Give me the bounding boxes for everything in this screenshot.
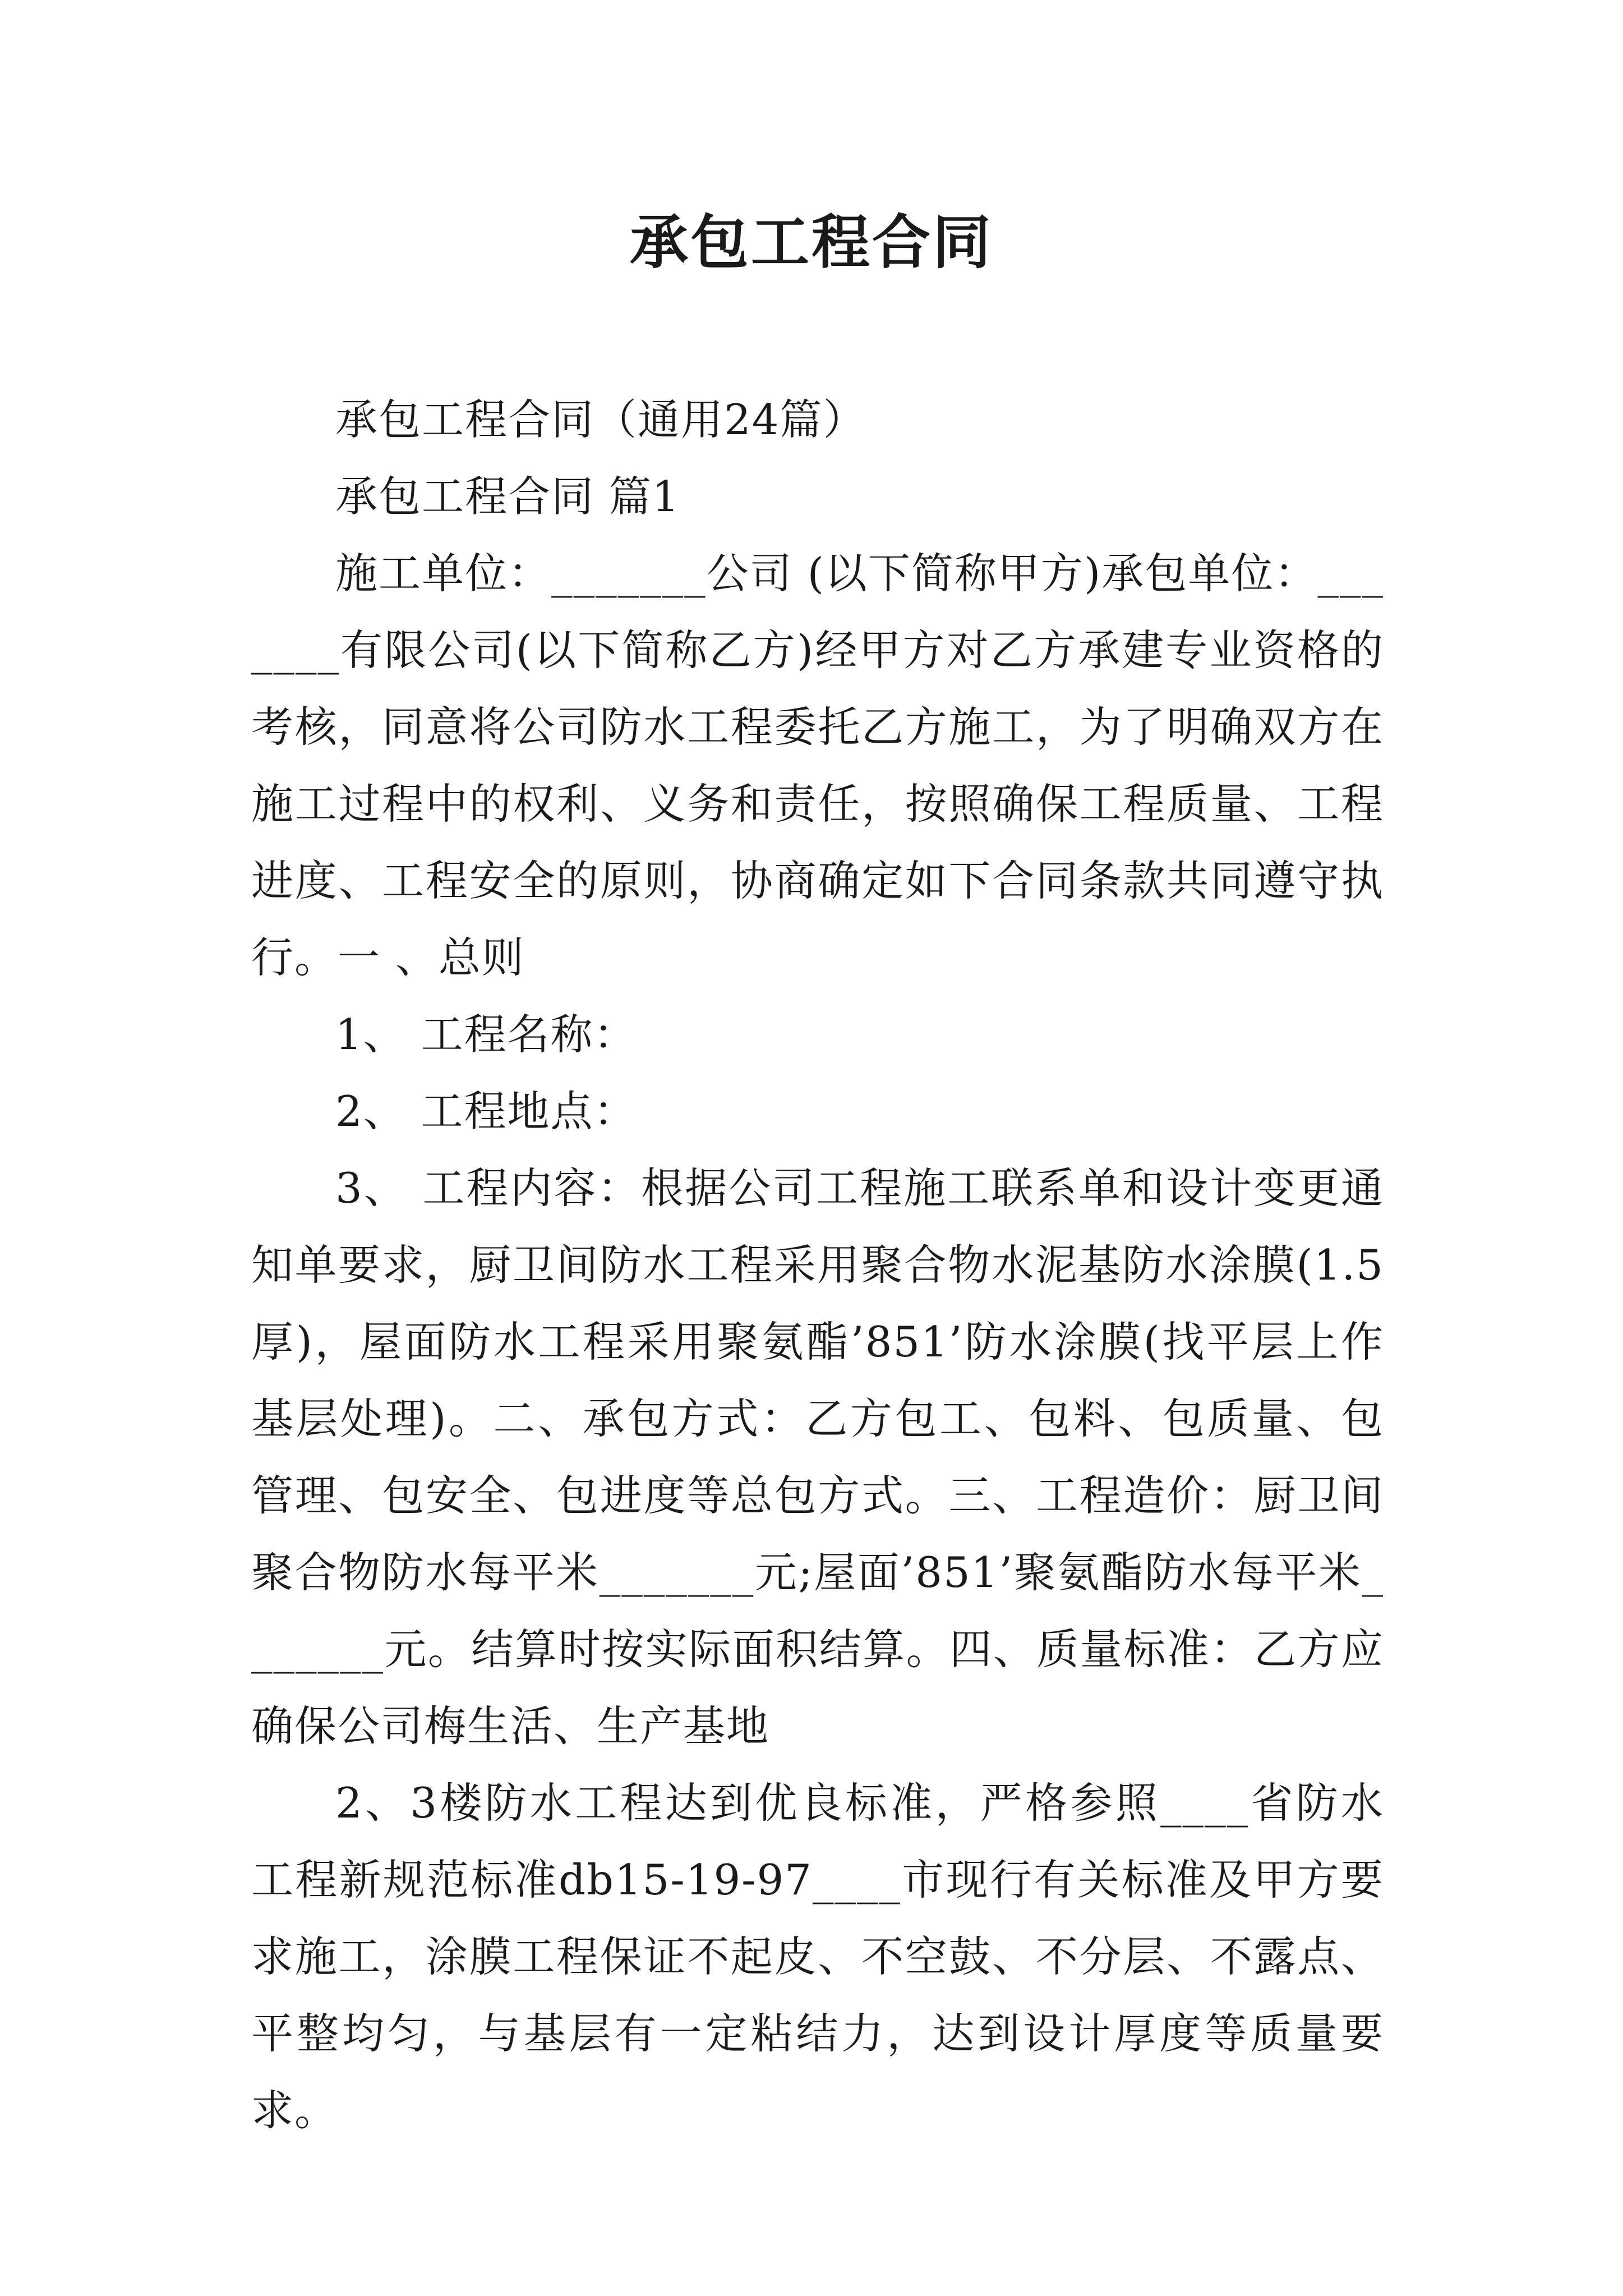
document-subtitle: 承包工程合同（通用24篇）: [335, 395, 866, 444]
body-paragraph: 施工单位：_______公司 (以下简称甲方)承包单位：_______有限公司(以下简称乙方)经甲方对乙方承建专业资格的考核，同意将公司防水工程委托乙方施工，为了明确双方在施工过程中的权利、义务和责任，按照确保工程质量、工程进度、工程安全的原则，协商确定如下合同条款共同遵守执行。一 、总则: [251, 549, 1384, 982]
document-title: 承包工程合同: [629, 208, 993, 277]
body-paragraph: 2、 工程地点：: [335, 1087, 637, 1136]
document-body: [251, 381, 1384, 2149]
body-paragraph: 2、3楼防水工程达到优良标准，严格参照____省防水工程新规范标准db15-19-97____市现行有关标准及甲方要求施工，涂膜工程保证不起皮、不空鼓、不分层、不露点、平整均匀，与基层有一定粘结力，达到设计厚度等质量要求。: [251, 1778, 1384, 2135]
body-paragraph: 3、 工程内容：根据公司工程施工联系单和设计变更通知单要求，厨卫间防水工程采用聚合物水泥基防水涂膜(1.5厚)，屋面防水工程采用聚氨酯’851’防水涂膜(找平层上作基层处理)。二、承包方式：乙方包工、包料、包质量、包管理、包安全、包进度等总包方式。三、工程造价：厨卫间聚合物防水每平米_______元;屋面’851’聚氨酯防水每平米_______元。结算时按实际面积结算。四、质量标准：乙方应确保公司梅生活、生产基地: [251, 1163, 1384, 1751]
body-paragraph: 1、 工程名称：: [335, 1010, 637, 1059]
section-heading: 承包工程合同 篇1: [335, 472, 680, 521]
